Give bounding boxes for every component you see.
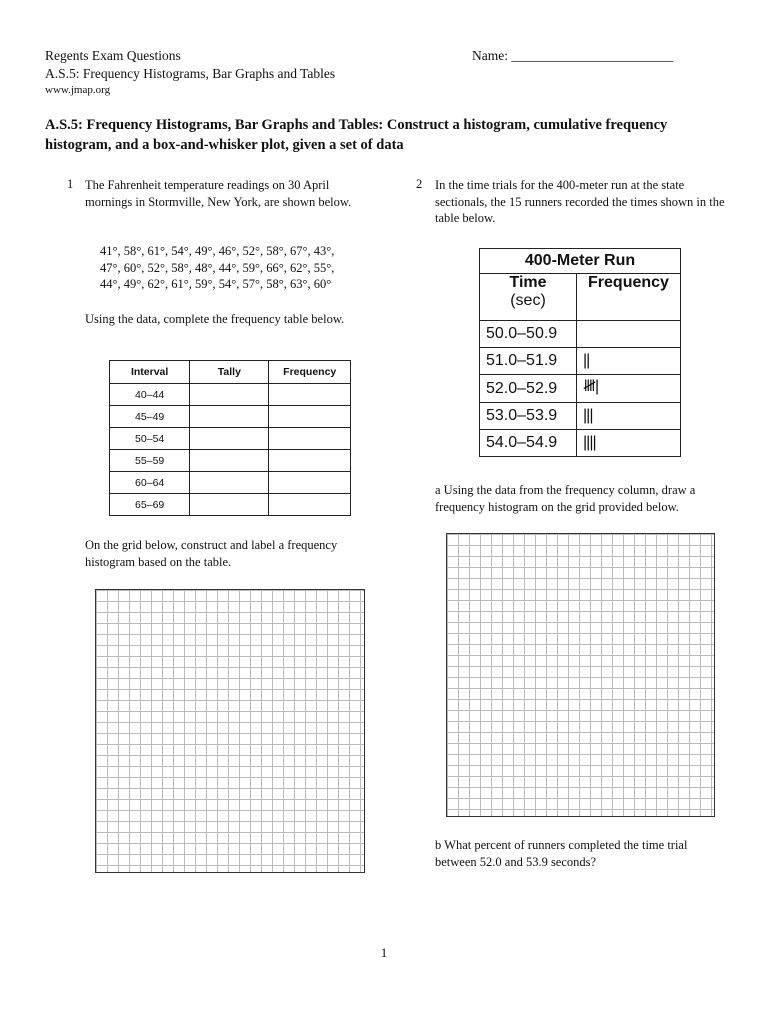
interval-cell: 40–44 [110,384,190,406]
q1-grid-instruction: On the grid below, construct and label a frequency histogram based on the table. [85,538,338,569]
q2-histogram-grid[interactable] [446,533,715,817]
tally-cell[interactable] [190,428,269,450]
tally-cell[interactable] [190,450,269,472]
frequency-cell[interactable] [269,428,351,450]
q2-part-a: a Using the data from the frequency column, draw a frequency histogram on the grid provided below. [435,483,696,514]
q2-number: 2 [416,177,423,191]
col-header-frequency: Frequency [577,274,681,321]
table-row [110,384,351,406]
time-unit-label: (sec) [510,292,546,309]
frequency-cell[interactable] [269,472,351,494]
tally-cell: |||| [577,430,681,457]
temps-line-1: 41°, 58°, 61°, 54°, 49°, 46°, 52°, 58°, 67°, 43°, [100,244,335,258]
header-website: www.jmap.org [45,84,111,96]
tally-cell: ||| [577,403,681,430]
table-row [110,428,351,450]
table-row [110,472,351,494]
table-row [480,321,681,348]
table-row [110,494,351,516]
time-cell: 54.0–54.9 [480,430,577,457]
tally-cell[interactable] [190,472,269,494]
name-field-label: Name: ________________________ [472,48,674,63]
header-source: Regents Exam Questions [45,48,181,63]
tally-cell: 𝍸| [577,375,681,403]
col-header-frequency: Frequency [269,361,351,384]
temps-line-2: 47°, 60°, 52°, 58°, 48°, 44°, 59°, 66°, 62°, 55°, [100,260,335,275]
page-number: 1 [380,945,388,960]
q1-number: 1 [67,177,74,191]
frequency-cell[interactable] [269,384,351,406]
interval-cell: 45–49 [110,406,190,428]
col-header-tally: Tally [190,361,269,384]
q2-part-b: b What percent of runners completed the time trial between 52.0 and 53.9 seconds? [435,838,688,869]
col-header-interval: Interval [110,361,190,384]
time-cell: 50.0–50.9 [480,321,577,348]
header-topic: A.S.5: Frequency Histograms, Bar Graphs and Tables [45,66,336,81]
table-row [480,348,681,375]
table-row [110,406,351,428]
page-title: A.S.5: Frequency Histograms, Bar Graphs and Tables: Construct a histogram, cumulative frequency histogram, and a box-and-whisker plot, given a set of data [45,117,668,153]
time-header-label: Time [509,274,547,291]
q2-run-table [479,248,681,457]
q2-intro: In the time trials for the 400-meter run at the state sectionals, the 15 runners recorded the times shown in the table below. [435,178,725,225]
frequency-cell[interactable] [269,494,351,516]
tally-cell [577,321,681,348]
interval-cell: 60–64 [110,472,190,494]
time-cell: 51.0–51.9 [480,348,577,375]
table-row [480,430,681,457]
q1-instruction: Using the data, complete the frequency table below. [85,312,345,326]
frequency-cell[interactable] [269,406,351,428]
frequency-cell[interactable] [269,450,351,472]
table-caption: 400-Meter Run [480,249,681,274]
tally-cell: || [577,348,681,375]
interval-cell: 50–54 [110,428,190,450]
q1-histogram-grid[interactable] [95,589,365,873]
temps-line-3: 44°, 49°, 62°, 61°, 59°, 54°, 57°, 58°, 63°, 60° [100,277,332,291]
tally-cell[interactable] [190,384,269,406]
time-cell: 52.0–52.9 [480,375,577,403]
interval-cell: 55–59 [110,450,190,472]
interval-cell: 65–69 [110,494,190,516]
q1-temperature-list [100,243,390,293]
col-header-time [480,274,577,321]
table-row [480,375,681,403]
time-cell: 53.0–53.9 [480,403,577,430]
table-row [110,450,351,472]
q1-frequency-table [109,360,351,516]
tally-cell[interactable] [190,406,269,428]
tally-cell[interactable] [190,494,269,516]
q1-intro: The Fahrenheit temperature readings on 30 April mornings in Stormville, New York, are shown below. [85,178,352,209]
table-row [480,403,681,430]
